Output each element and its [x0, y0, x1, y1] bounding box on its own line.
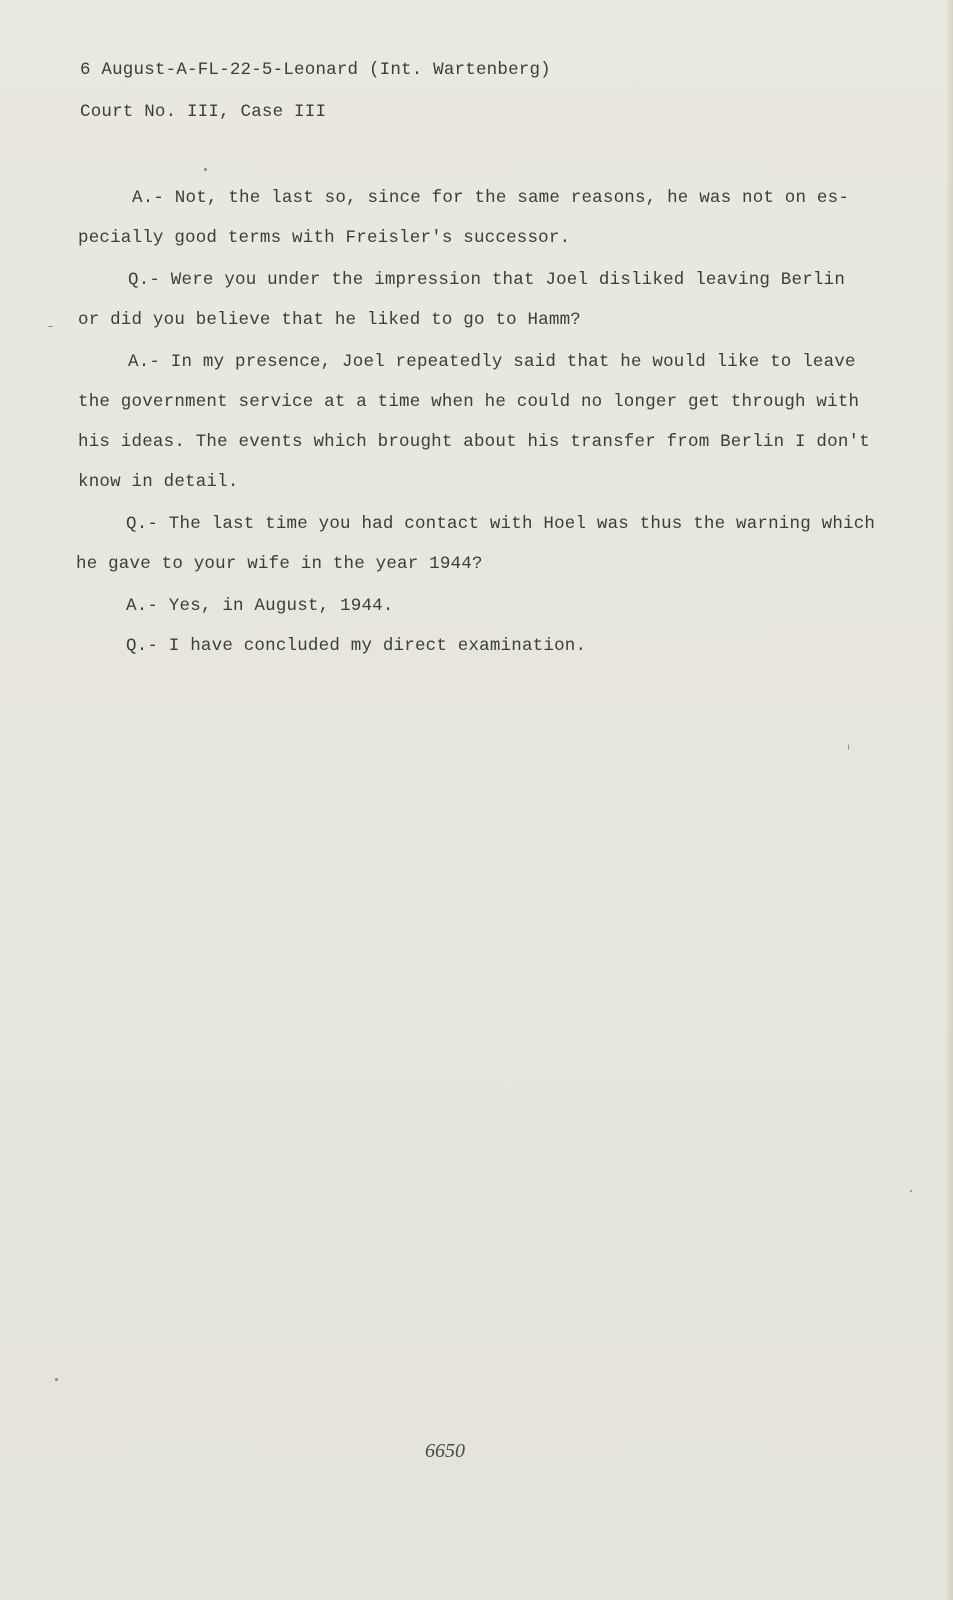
- body-line: A.- Not, the last so, since for the same reasons, he was not on es-: [132, 188, 850, 208]
- body-line: or did you believe that he liked to go to Hamm?: [78, 310, 581, 330]
- body-line: his ideas. The events which brought about his transfer from Berlin I don't: [78, 432, 870, 452]
- paper-edge-shadow: [945, 0, 953, 1600]
- body-line: Q.- I have concluded my direct examination.: [126, 636, 587, 656]
- paper-speck: [55, 1378, 58, 1381]
- page-number: 6650: [425, 1440, 465, 1462]
- body-line: pecially good terms with Freisler's successor.: [78, 228, 571, 248]
- body-line: A.- Yes, in August, 1944.: [126, 596, 394, 616]
- paper-speck: [910, 1190, 912, 1192]
- paper-speck: [204, 168, 207, 171]
- body-line: A.- In my presence, Joel repeatedly said that he would like to leave: [128, 352, 856, 372]
- body-line: Q.- The last time you had contact with Hoel was thus the warning which: [126, 514, 876, 534]
- body-line: he gave to your wife in the year 1944?: [76, 554, 483, 574]
- paper-speck: [48, 326, 53, 327]
- header-title: 6 August-A-FL-22-5-Leonard (Int. Wartenberg): [80, 60, 551, 80]
- header-court: Court No. III, Case III: [80, 102, 327, 122]
- body-line: the government service at a time when he could no longer get through with: [78, 392, 860, 412]
- body-line: know in detail.: [78, 472, 239, 492]
- paper-speck: [848, 744, 849, 750]
- body-line: Q.- Were you under the impression that Joel disliked leaving Berlin: [128, 270, 846, 290]
